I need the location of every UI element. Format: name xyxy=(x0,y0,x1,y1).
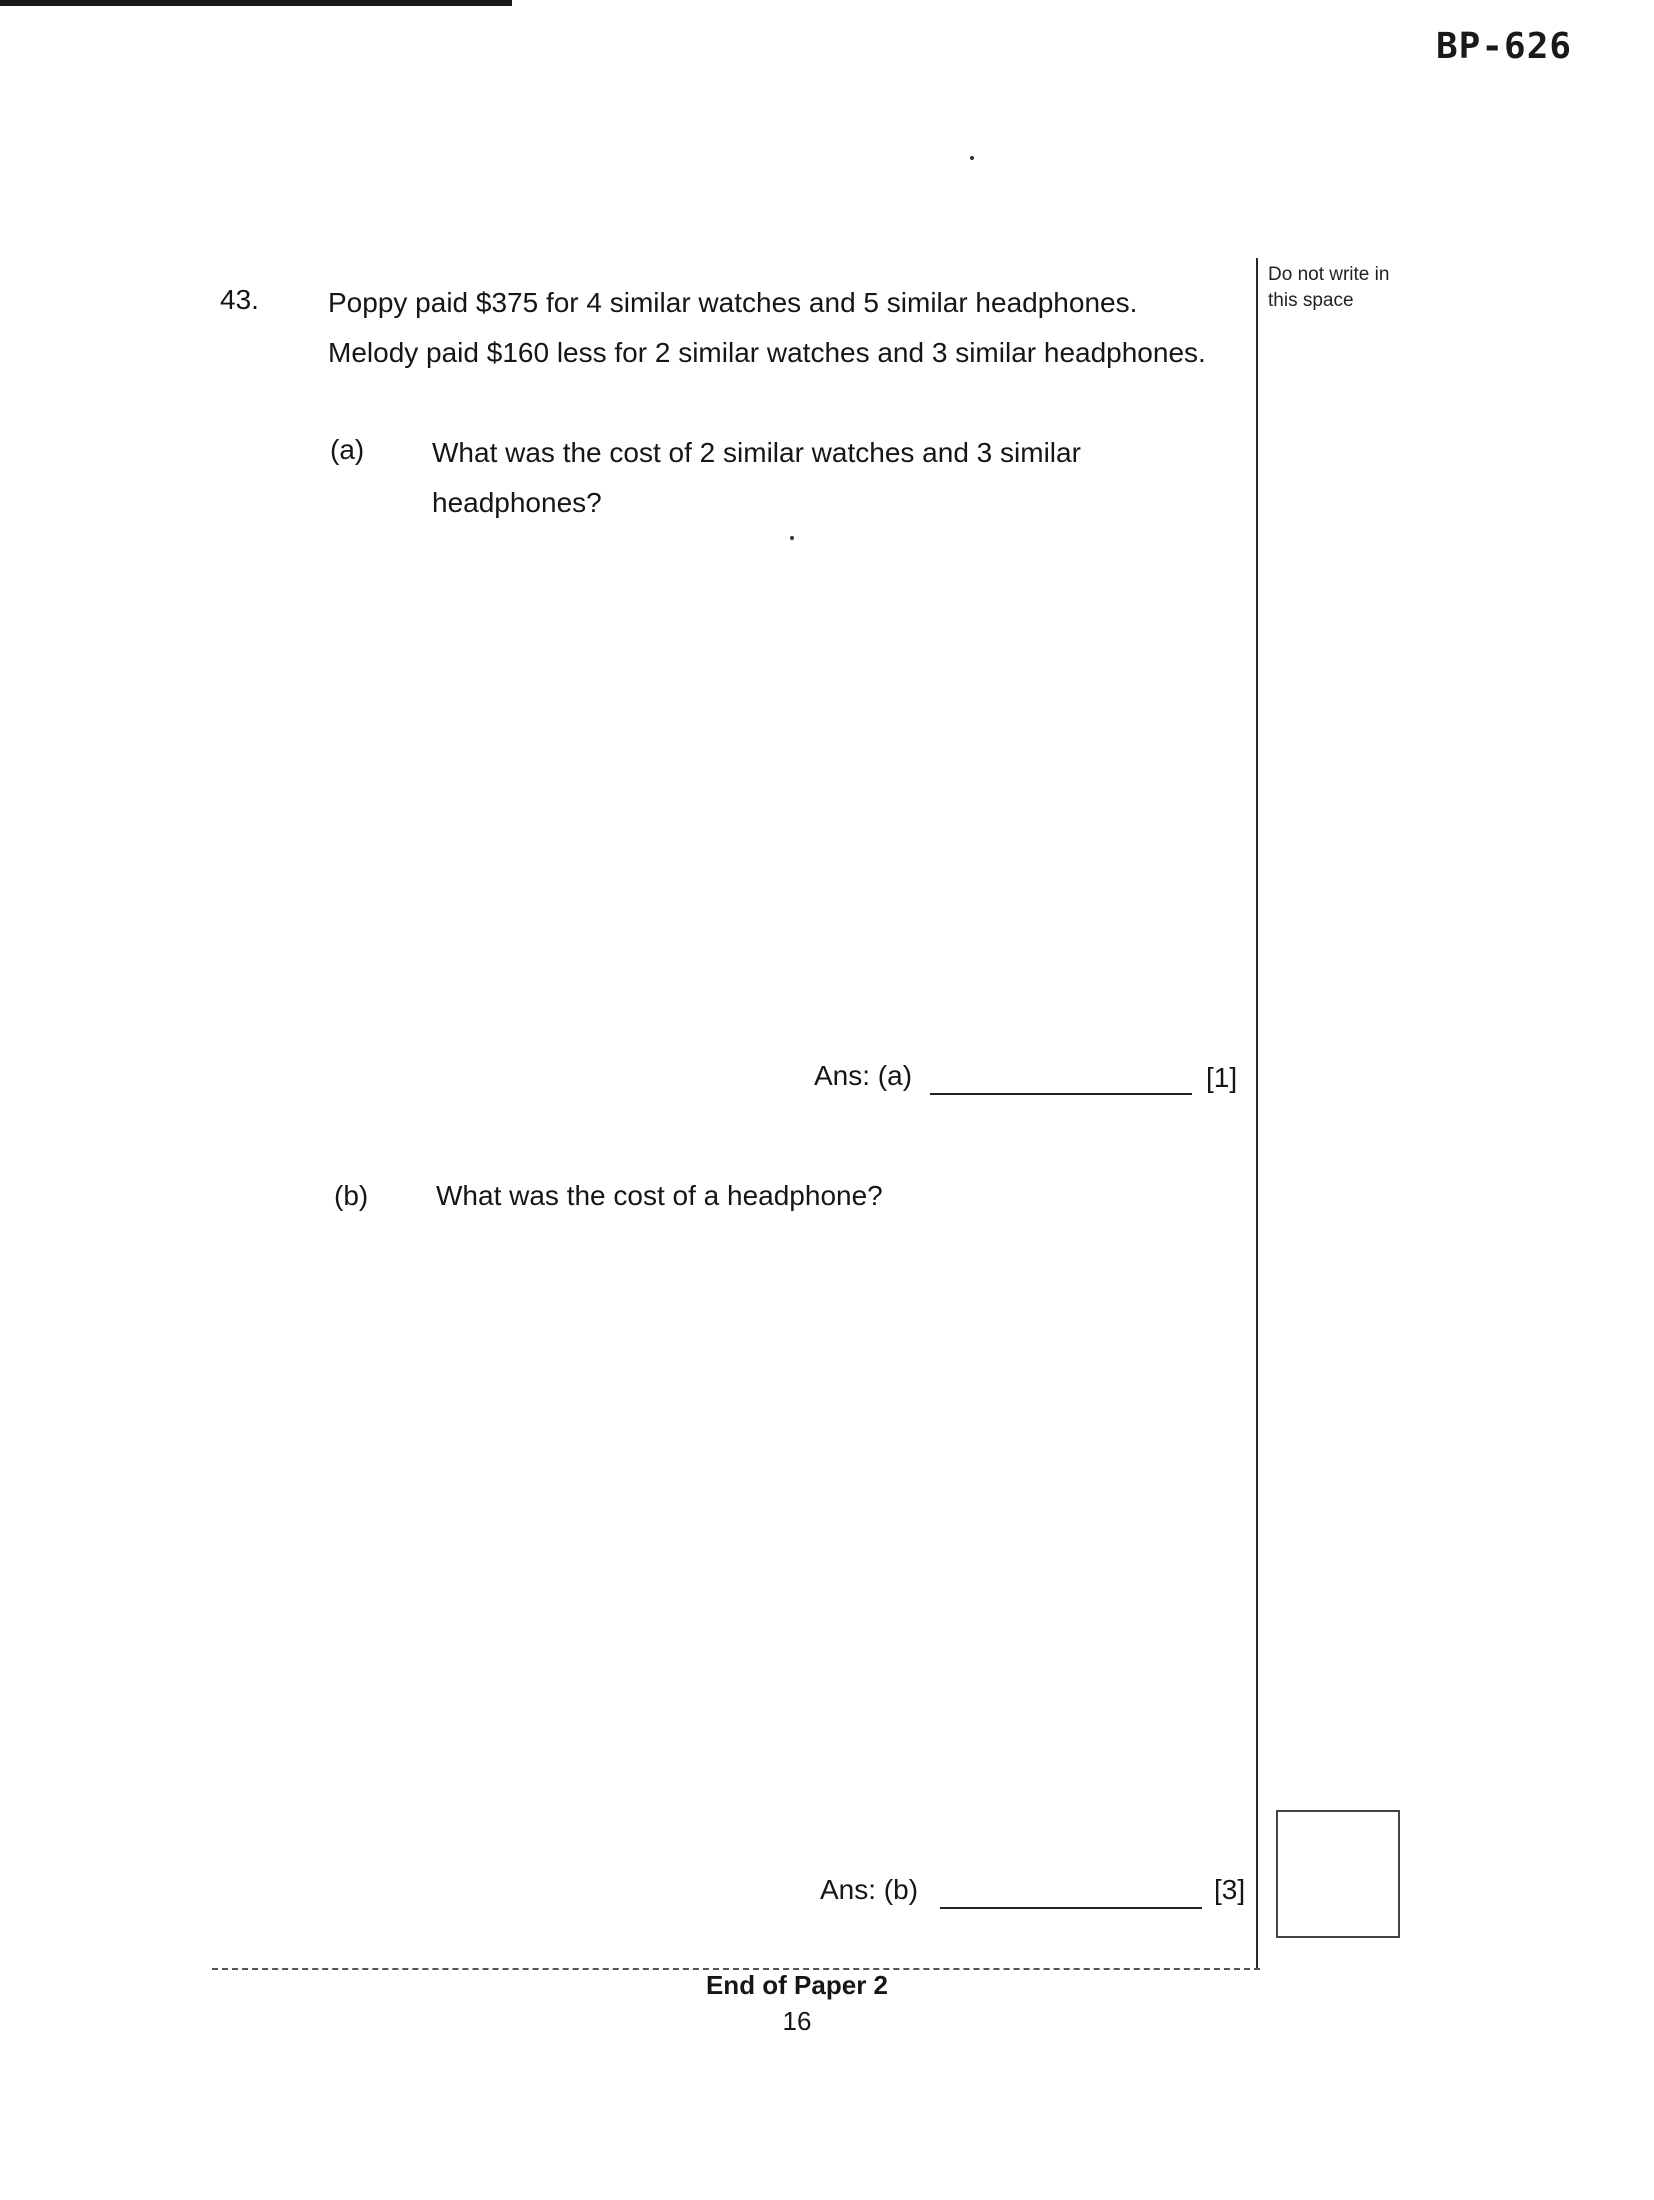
answer-b-blank[interactable] xyxy=(940,1907,1202,1909)
scan-speck xyxy=(790,536,794,540)
part-a-label: (a) xyxy=(330,434,365,465)
score-box xyxy=(1276,1810,1400,1938)
page-number: 16 xyxy=(782,2006,812,2036)
scan-top-bar xyxy=(0,0,512,6)
question-stem xyxy=(328,278,1248,378)
marks-b: [3] xyxy=(1214,1874,1246,1905)
paper-code: BP-626 xyxy=(1436,26,1573,67)
stem-line-2: Melody paid $160 less for 2 similar watches and 3 similar headphones. xyxy=(328,337,1206,368)
scan-speck xyxy=(970,156,974,160)
answer-b-label: Ans: (b) xyxy=(820,1874,919,1905)
stem-line-1: Poppy paid $375 for 4 similar watches and 5 similar headphones. xyxy=(328,287,1138,318)
marks-a: [1] xyxy=(1206,1062,1238,1093)
part-b-question: What was the cost of a headphone? xyxy=(436,1180,883,1211)
part-a-question: What was the cost of 2 similar watches and 3 similar headphones? xyxy=(432,437,1081,518)
answer-a-label: Ans: (a) xyxy=(814,1060,913,1091)
answer-a-blank[interactable] xyxy=(930,1093,1192,1095)
part-b-label: (b) xyxy=(334,1180,369,1211)
question-number: 43. xyxy=(220,284,259,315)
end-of-paper: End of Paper 2 xyxy=(705,1970,889,2000)
margin-divider xyxy=(1256,258,1258,1968)
margin-note: Do not write in this space xyxy=(1268,264,1390,311)
